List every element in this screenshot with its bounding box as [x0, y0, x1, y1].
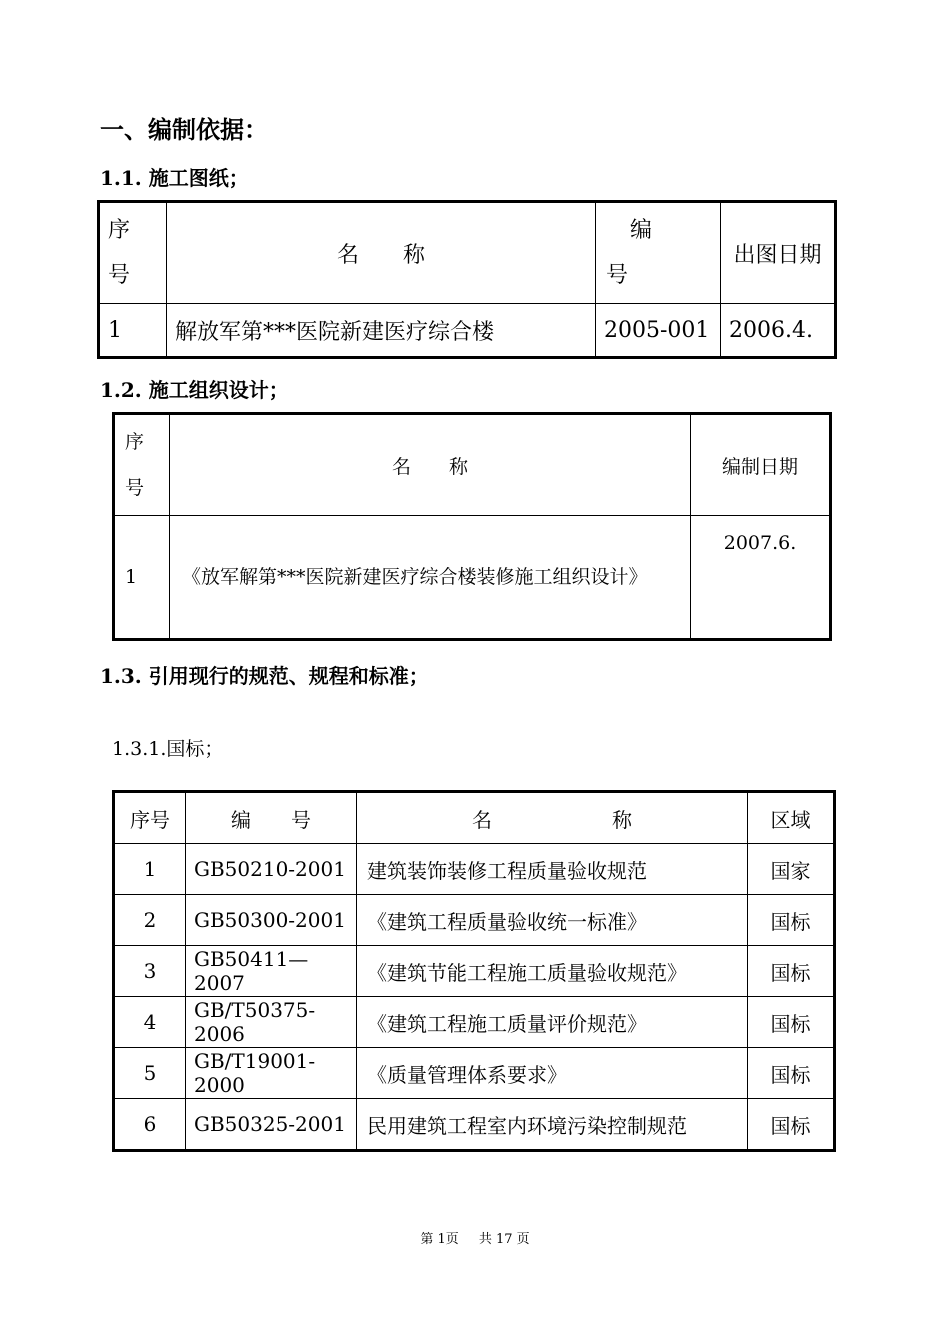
cell-seq: 5	[114, 1048, 186, 1099]
header-seq-bottom: 号	[108, 263, 131, 288]
cell-name: 《建筑节能工程施工质量验收规范》	[357, 946, 748, 997]
cell-code: GB50300-2001	[186, 895, 357, 946]
cell-seq: 4	[114, 997, 186, 1048]
header-date: 编制日期	[691, 414, 831, 516]
cell-date: 2007.6.	[691, 516, 831, 640]
table-row	[114, 1048, 835, 1099]
table-row	[114, 1099, 835, 1151]
header-date: 出图日期	[721, 202, 836, 304]
header-number-top: 编	[630, 218, 653, 243]
header-number-bottom: 号	[606, 263, 629, 288]
cell-name: 《建筑工程质量验收统一标准》	[357, 895, 748, 946]
standards-subheading: 1.3.1.国标；	[112, 738, 224, 760]
header-seq: 序号	[114, 792, 186, 844]
cell-code: GB/T50375-2006	[186, 997, 357, 1048]
header-name: 名 称	[170, 414, 691, 516]
table-row	[114, 895, 835, 946]
cell-name: 《质量管理体系要求》	[357, 1048, 748, 1099]
section-title: 一、编制依据：	[100, 115, 268, 144]
header-seq-bottom: 号	[125, 477, 145, 499]
cell-name: 建筑装饰装修工程质量验收规范	[357, 844, 748, 895]
org-design-table	[112, 412, 832, 641]
table-header-row	[114, 414, 831, 516]
header-seq	[99, 202, 167, 304]
cell-code: GB50411—2007	[186, 946, 357, 997]
org-design-heading: 1.2. 施工组织设计；	[100, 378, 289, 402]
page-total: 共 17 页	[478, 1232, 530, 1247]
table-row	[114, 946, 835, 997]
header-region: 区域	[748, 792, 835, 844]
table-row	[114, 997, 835, 1048]
cell-name: 《放军解第***医院新建医疗综合楼装修施工组织设计》	[170, 516, 691, 640]
page-footer	[0, 1228, 950, 1247]
header-number	[596, 202, 721, 304]
cell-region: 国标	[748, 895, 835, 946]
cell-seq: 1	[114, 844, 186, 895]
standards-table	[112, 790, 836, 1152]
cell-region: 国标	[748, 1048, 835, 1099]
cell-name: 民用建筑工程室内环境污染控制规范	[357, 1099, 748, 1151]
cell-seq: 2	[114, 895, 186, 946]
header-code: 编 号	[186, 792, 357, 844]
cell-name: 《建筑工程施工质量评价规范》	[357, 997, 748, 1048]
table-row	[99, 304, 836, 358]
header-seq	[114, 414, 170, 516]
table-row	[114, 516, 831, 640]
cell-code: GB50210-2001	[186, 844, 357, 895]
cell-region: 国家	[748, 844, 835, 895]
cell-region: 国标	[748, 946, 835, 997]
header-seq-top: 序	[125, 431, 145, 453]
table-row	[114, 844, 835, 895]
cell-number: 2005-001	[596, 304, 721, 358]
cell-region: 国标	[748, 997, 835, 1048]
cell-name: 解放军第***医院新建医疗综合楼	[167, 304, 596, 358]
cell-code: GB/T19001-2000	[186, 1048, 357, 1099]
header-seq-top: 序	[108, 218, 131, 243]
cell-region: 国标	[748, 1099, 835, 1151]
cell-seq: 1	[114, 516, 170, 640]
cell-seq: 1	[99, 304, 167, 358]
table-header-row	[99, 202, 836, 304]
cell-seq: 6	[114, 1099, 186, 1151]
page-number: 第 1页	[420, 1232, 459, 1247]
header-name: 名 称	[167, 202, 596, 304]
cell-code: GB50325-2001	[186, 1099, 357, 1151]
header-name: 名 称	[357, 792, 748, 844]
standards-heading: 1.3. 引用现行的规范、规程和标准；	[100, 664, 429, 688]
drawings-table	[97, 200, 837, 359]
cell-seq: 3	[114, 946, 186, 997]
drawings-heading: 1.1. 施工图纸；	[100, 166, 249, 190]
cell-date: 2006.4.	[721, 304, 836, 358]
table-header-row	[114, 792, 835, 844]
